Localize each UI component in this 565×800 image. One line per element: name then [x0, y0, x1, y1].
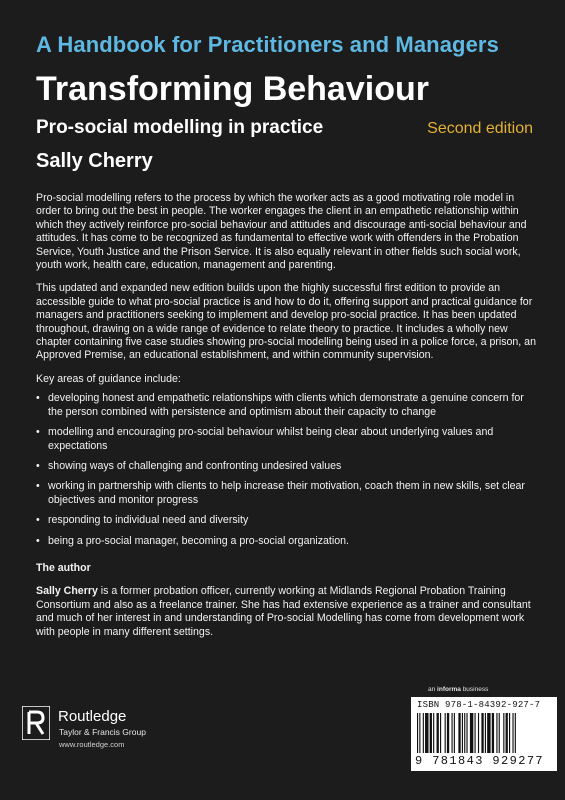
barcode-bar [487, 713, 490, 753]
barcode-bar [499, 713, 500, 753]
blurb-paragraph-1: Pro-social modelling refers to the process by which the worker acts as a good motivating role model in order to bring out the best in people. The worker engages the client in an empathetic relationship within which they actively reinforce pro-social behaviour and attitudes and discourage anti-social behaviour and attitudes. It has come to be recognized as fundamental to effective work with offenders in the Probation Service, Youth Justice and the Prison Service. It is also equally relevant in other fields such social work, youth work, health care, education, management and parenting. [36, 192, 527, 272]
key-area-text: modelling and encouraging pro-social behaviour whilst being clear about underlying values and expectations [48, 426, 494, 452]
barcode-bar [515, 713, 516, 753]
publisher-url[interactable]: www.routledge.com [59, 740, 125, 749]
barcode-bars [417, 713, 551, 753]
barcode-bar [475, 713, 476, 753]
barcode-bar [496, 713, 497, 753]
barcode-bar [445, 713, 446, 753]
barcode-bar [485, 713, 486, 753]
barcode-bar [440, 713, 441, 753]
barcode-bar [458, 713, 460, 753]
publisher-group: Taylor & Francis Group [59, 727, 146, 737]
key-area-item [36, 480, 536, 507]
barcode-bar [481, 713, 483, 753]
key-area-text: responding to individual need and diversity [48, 514, 249, 527]
barcode-bar [430, 713, 432, 753]
barcode-bar [417, 713, 418, 753]
bullet: • [36, 534, 40, 547]
barcode-bar [447, 713, 449, 753]
author-bio [36, 585, 536, 639]
bullet: • [36, 459, 40, 472]
informa-prefix: an [428, 686, 438, 693]
author-name: Sally Cherry [36, 150, 153, 172]
barcode-bar [452, 713, 453, 753]
bullet: • [36, 480, 40, 493]
isbn-digits: 9 781843 929277 [415, 754, 545, 768]
barcode-bar [503, 713, 504, 753]
barcode-bar [454, 713, 455, 753]
barcode-bar [506, 713, 508, 753]
bullet: • [36, 392, 40, 405]
key-area-item [36, 514, 536, 527]
blurb-paragraph-2: This updated and expanded new edition builds upon the highly successful first edition to provide an accessible guide to what pro-social practice is and how to do it, offering support and practical guidance for managers and practitioners seeking to implement and develop pro-social practice. It has been updated throughout, drawing on a wide range of evidence to relate theory to practice. It includes a wholly new chapter containing five case studies showing pro-social modelling being used in a police force, a prison, an Approved Premise, an educational establishment, and within community supervision. [36, 282, 536, 362]
series-title: A Handbook for Practitioners and Managers [36, 32, 499, 57]
barcode-bar [437, 713, 439, 753]
key-area-text: developing honest and empathetic relationships with clients which demonstrate a genuine concern for the person combined with persistence and optimism about their capacity to change [48, 392, 524, 418]
isbn-barcode [411, 697, 557, 771]
informa-business-tag [428, 686, 488, 693]
barcode-bar [419, 713, 420, 753]
isbn-text: ISBN 978-1-84392-927-7 [417, 700, 541, 710]
barcode-bar [478, 713, 479, 753]
key-area-item [36, 460, 536, 473]
barcode-bar [433, 713, 434, 753]
key-area-text: working in partnership with clients to help increase their motivation, coach them in new skills, set clear objectives and monitor progress [48, 480, 525, 506]
publisher-name: Routledge [58, 708, 127, 725]
barcode-bar [470, 713, 473, 753]
edition-label: Second edition [427, 120, 533, 137]
barcode-bar [423, 713, 424, 753]
book-subtitle: Pro-social modelling in practice [36, 117, 324, 138]
blurb [36, 192, 536, 649]
key-areas-list [36, 392, 536, 548]
key-area-item [36, 392, 536, 419]
barcode-bar [512, 713, 513, 753]
key-area-text: being a pro-social manager, becoming a pro-social organization. [48, 534, 349, 547]
barcode-bar [464, 713, 465, 753]
barcode-bar [509, 713, 510, 753]
author-section-heading: The author [36, 561, 91, 574]
barcode-bar [425, 713, 428, 753]
bullet: • [36, 426, 40, 439]
author-bio-text: is a former probation officer, currently working at Midlands Regional Probation Training Consortium and also as a freelance trainer. She has had extensive experience as a trainer and consultant and much of her interest in and understanding of Pro-social Modelling has come from development work with people in many different settings. [36, 585, 531, 638]
routledge-r-logo-icon [22, 706, 50, 740]
key-area-text: showing ways of challenging and confronting undesired values [48, 459, 342, 472]
barcode-bar [462, 713, 463, 753]
book-title: Transforming Behaviour [36, 70, 429, 108]
key-area-item [36, 535, 536, 548]
bullet: • [36, 514, 40, 527]
key-area-item [36, 426, 536, 453]
informa-brand: informa [437, 686, 461, 693]
informa-suffix: business [460, 686, 489, 693]
author-bio-name: Sally Cherry [36, 585, 98, 598]
key-areas-heading: Key areas of guidance include: [36, 372, 181, 385]
barcode-bar [492, 713, 494, 753]
barcode-bar [466, 713, 467, 753]
